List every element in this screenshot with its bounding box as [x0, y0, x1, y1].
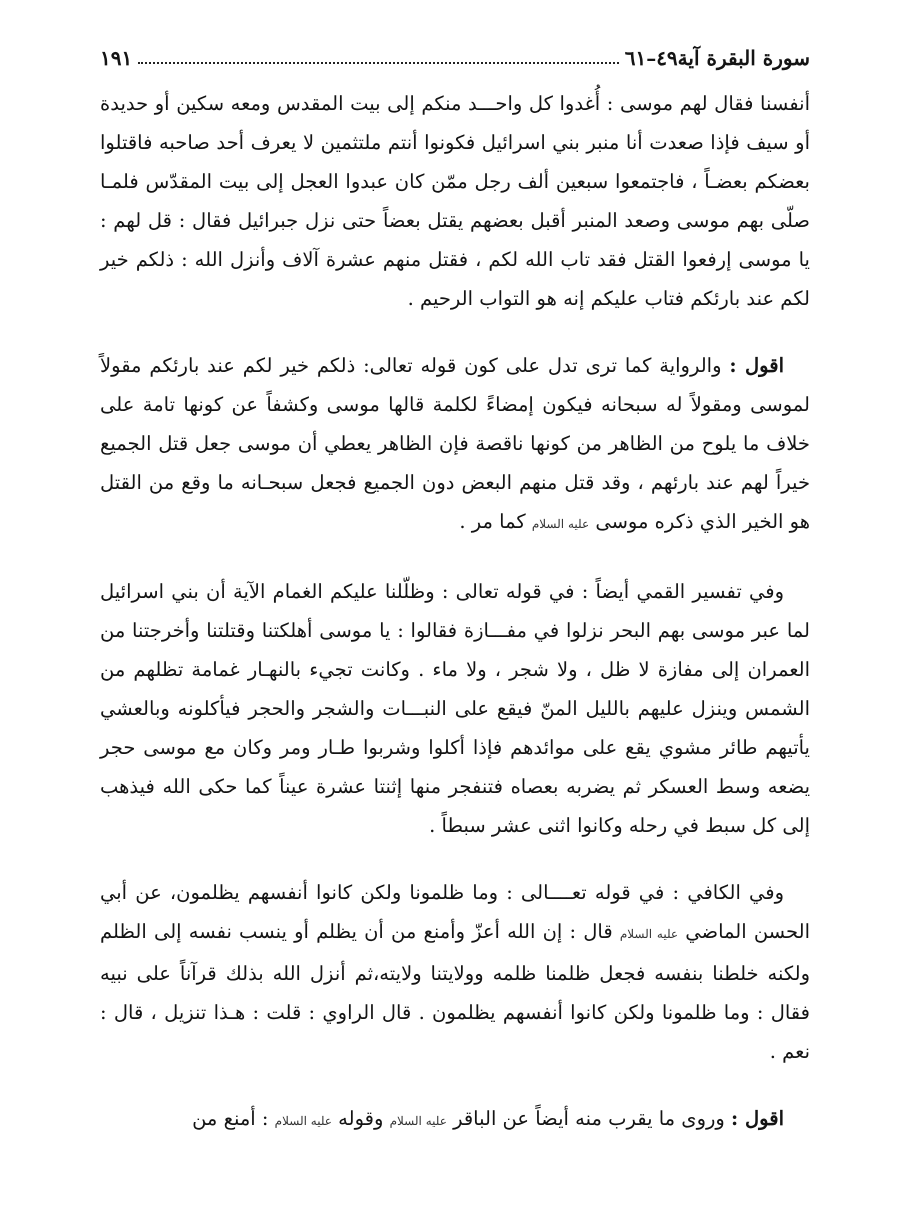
author-comment-label: اقول :	[729, 354, 784, 377]
honorific-glyph: عليه السلام	[274, 1114, 332, 1128]
paragraph-author-comment-1	[100, 346, 810, 544]
paragraph-text: وروى ما يقرب منه أيضاً عن الباقر	[453, 1107, 725, 1130]
paragraph-text: أنفسنا فقال لهم موسى : أُغدوا كل واحـــد منكم إلى بيت المقدس ومعه سكين أو حديدة أو سيف فإذا صعدت أنا منبر بني اسرائيل فكونوا أنتم ملتثمين لا يعرف أحد صاحبه فاقتلوا بعضكم بعضـاً ، فاجتمعوا سبعين ألف رجل ممّن كان عبدوا العجل إلى بيت المقدّس فلمـا صلّى بهم موسى وصعد المنبر أقبل بعضهم يقتل بعضاً حتى نزل جبرائيل فقال : قل لهم : يا موسى إرفعوا القتل فقد تاب الله لكم ، فقتل منهم عشرة آلاف وأنزل الله : ذلكم خير لكم عند بارئكم فتاب عليكم إنه هو التواب الرحيم .	[100, 92, 810, 310]
paragraph-text: : أمنع من	[192, 1107, 269, 1130]
author-comment-label: اقول :	[731, 1107, 784, 1130]
paragraph-text: والرواية كما ترى تدل على كون قوله تعالى: ذلكم خير لكم عند بارئكم مقولاً لموسى ومقولاً له سبحانه فيكون إمضاءً لكلمة قالها موسى وكشفاً عن كونها تامة على خلاف ما يلوح من الظاهر من كونها ناقصة فإن الظاهر يعطي أن موسى جعل قتل الجميع خيراً لهم عند بارئهم ، وقد قتل منهم البعض دون الجميع فجعل سبحـانه ما وقع من القتل هو الخير الذي ذكره موسى	[100, 354, 810, 533]
paragraph-text: وفي الكافي : في قوله تعــــالى : وما ظلمونا ولكن كانوا أنفسهم يظلمون، عن أبي الحسن الماضي	[100, 881, 811, 943]
paragraph-tafsir-qummi	[100, 572, 810, 845]
running-title: سورة البقرة آية٤٩–٦١	[624, 46, 810, 70]
paragraph-tradition-repentance	[100, 84, 810, 318]
paragraph-text: كما مر .	[459, 510, 526, 533]
page-number: ١٩١	[100, 46, 133, 70]
honorific-glyph: عليه السلام	[389, 1114, 447, 1128]
paragraph-author-comment-2	[100, 1099, 810, 1141]
paragraph-text: قال : إن الله أعزّ وأمنع من أن يظلم أو ينسب نفسه إلى الظلم ولكنه خلطنا بنفسه فجعل ظلمنا ظلمه وولايتنا ولايته،ثم أنزل الله بذلك قرآناً على نبيه فقال : وما ظلمونا ولكن كانوا أنفسهم يظلمون . قال الراوي : قلت : هـذا تنزيل ، قال : نعم .	[100, 920, 810, 1063]
honorific-glyph: عليه السلام	[619, 927, 679, 941]
paragraph-text: وقوله	[338, 1107, 384, 1130]
dotted-leader	[138, 62, 618, 64]
honorific-glyph: عليه السلام	[531, 517, 590, 531]
page-header	[100, 36, 810, 70]
paragraph-al-kafi	[100, 873, 810, 1071]
paragraph-text: وفي تفسير القمي أيضاً : في قوله تعالى : وظلّلنا عليكم الغمام الآية أن بني اسرائيل لما عبر موسى بهم البحر نزلوا في مفـــازة فقالوا : يا موسى أهلكتنا وقتلتنا وأخرجتنا من العمران إلى مفازة لا ظل ، ولا شجر ، ولا ماء . وكانت تجيء بالنهـار غمامة تظلهم من الشمس وينزل عليهم بالليل المنّ فيقع على النبـــات والشجر والحجر فيأكلونه وبالعشي يأتيهم طائر مشوي يقع على موائدهم فإذا أكلوا وشربوا طـار ومر وكان مع موسى حجر يضعه وسط العسكر ثم يضربه بعصاه فتنفجر منها إثنتا عشرة عيناً كما حكى الله فيذهب إلى كل سبط في رحله وكانوا اثنى عشر سبطاً .	[100, 580, 810, 837]
